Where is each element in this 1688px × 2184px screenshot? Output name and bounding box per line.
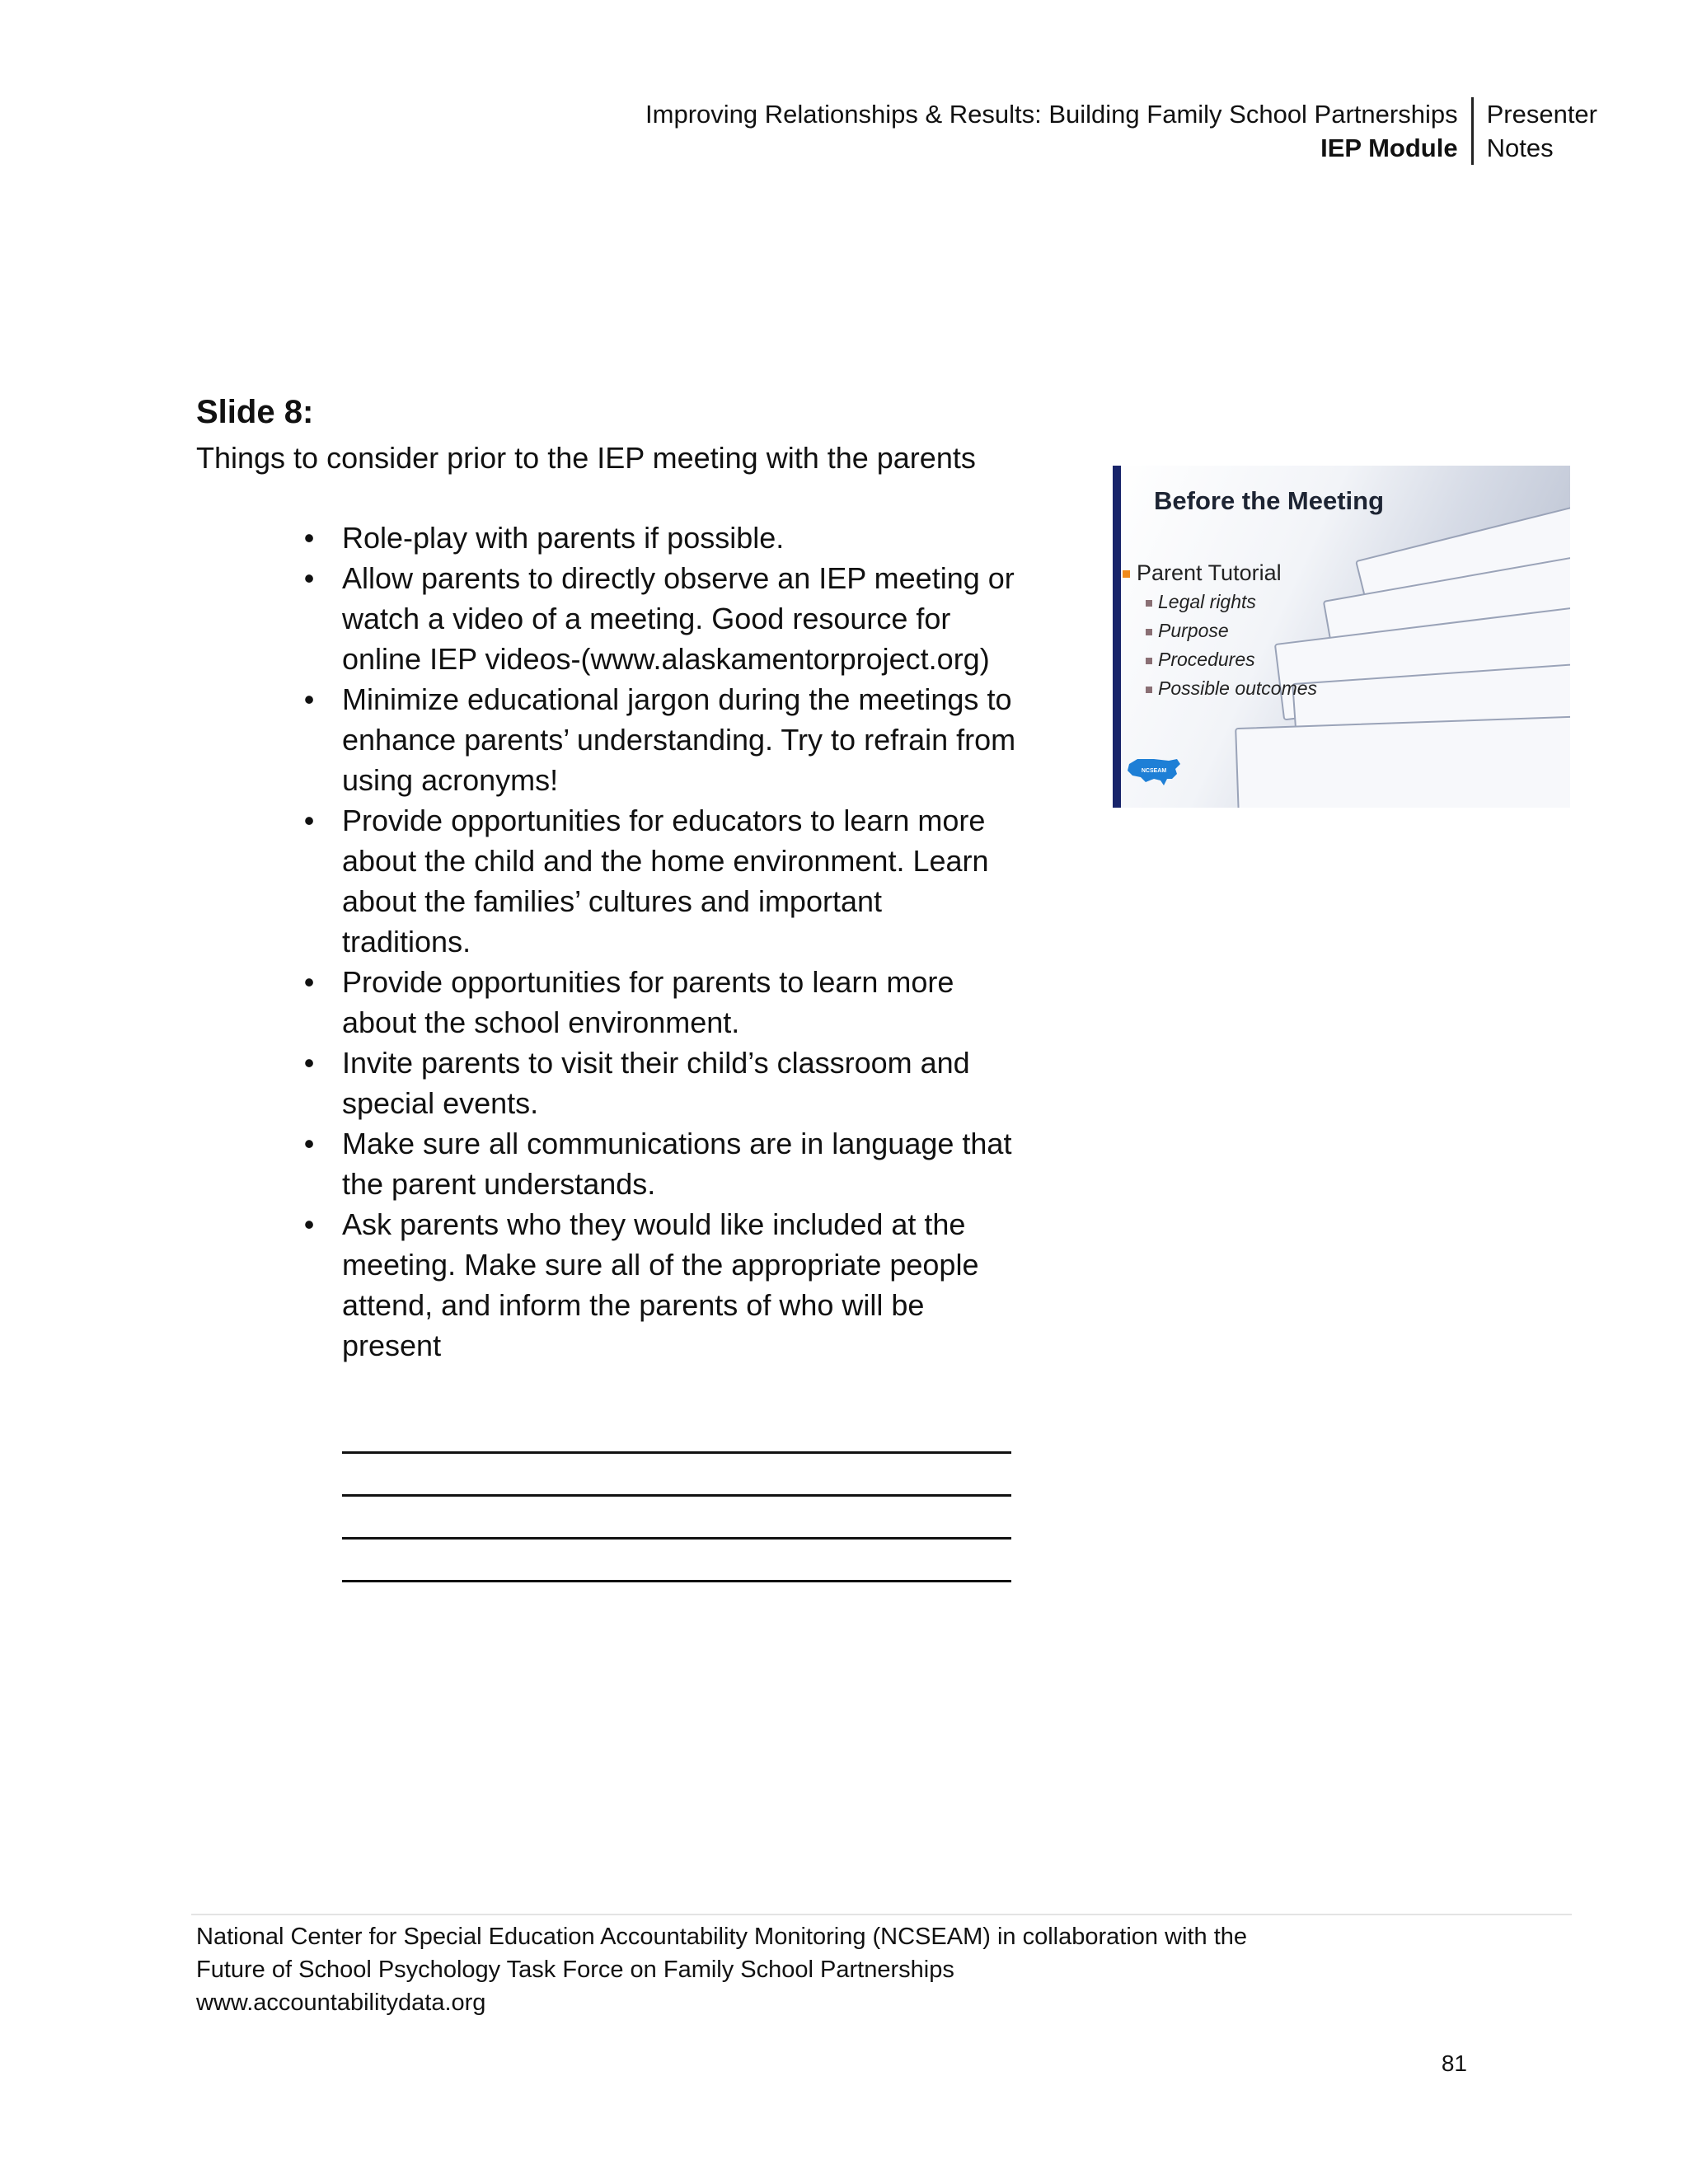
- notes-line[interactable]: [342, 1454, 1011, 1497]
- square-bullet-icon: [1146, 629, 1152, 635]
- bullet-item: [293, 679, 1018, 800]
- slide-thumbnail-sub-text: Possible outcomes: [1158, 677, 1318, 699]
- bullet-dot: •: [303, 561, 315, 595]
- notes-lines: [342, 1411, 1011, 1582]
- square-bullet-icon: [1146, 600, 1152, 607]
- slide-thumbnail-sub-text: Legal rights: [1158, 591, 1256, 612]
- slide-thumbnail-sub-item: [1123, 616, 1317, 645]
- slide-thumbnail-main-text: Parent Tutorial: [1137, 560, 1282, 585]
- square-bullet-icon: [1146, 658, 1152, 664]
- bullet-text: Provide opportunities for parents to learn more about the school environment.: [342, 965, 954, 1039]
- bullet-text: Minimize educational jargon during the meetings to enhance parents’ understanding. Try to refrain from using acronyms!: [342, 682, 1016, 797]
- slide-thumbnail-sub-item: [1123, 645, 1317, 674]
- header-label-presenter: Presenter: [1486, 100, 1597, 129]
- footer-website: www.accountabilitydata.org: [196, 1990, 486, 2016]
- bullet-text: Invite parents to visit their child’s classroom and special events.: [342, 1046, 970, 1120]
- slide-thumbnail-sub-text: Procedures: [1158, 649, 1255, 670]
- bullet-item: [293, 1123, 1018, 1204]
- bullet-dot: •: [303, 1207, 315, 1241]
- footer-line: Future of School Psychology Task Force on Family School Partnerships: [196, 1957, 954, 1983]
- bullet-text: Ask parents who they would like included at the meeting. Make sure all of the appropriate people attend, and inform the parents of who will be present: [342, 1207, 979, 1362]
- bullet-item: [293, 558, 1018, 679]
- slide-thumbnail: [1113, 466, 1570, 808]
- slide-title: Slide 8:: [196, 394, 314, 430]
- header-label-notes: Notes: [1486, 134, 1554, 162]
- footer-line: National Center for Special Education Accountability Monitoring (NCSEAM) in collaboration with the: [196, 1924, 1248, 1950]
- slide-thumbnail-title: Before the Meeting: [1154, 486, 1385, 515]
- notes-line[interactable]: [342, 1497, 1011, 1540]
- bullet-dot: •: [303, 1046, 315, 1080]
- svg-text:NCSEAM: NCSEAM: [1141, 768, 1167, 774]
- bullet-text: Allow parents to directly observe an IEP meeting or watch a video of a meeting. Good resource for online IEP videos-(www.alaskamentorproject.org): [342, 561, 1015, 676]
- slide-thumbnail-sub-item: [1123, 674, 1317, 703]
- bullet-dot: •: [303, 804, 315, 837]
- notes-line[interactable]: [342, 1540, 1011, 1582]
- bullet-item: [293, 518, 1018, 558]
- square-bullet-icon: [1146, 687, 1152, 693]
- bullet-dot: •: [303, 1127, 315, 1160]
- bullet-dot: •: [303, 965, 315, 999]
- bullet-dot: •: [303, 682, 315, 716]
- slide-thumbnail-sub-item: [1123, 588, 1317, 616]
- bullet-text: Make sure all communications are in language that the parent understands.: [342, 1127, 1012, 1201]
- square-bullet-icon: [1123, 570, 1130, 578]
- bullet-dot: •: [303, 521, 315, 555]
- page-footer: [196, 1920, 1247, 2019]
- slide-thumbnail-sub-text: Purpose: [1158, 620, 1229, 641]
- footer-rule: [191, 1914, 1572, 1915]
- bullet-text: Role-play with parents if possible.: [342, 521, 785, 555]
- notes-line[interactable]: [342, 1411, 1011, 1454]
- slide-thumbnail-list: [1123, 558, 1317, 703]
- bullet-list: [293, 518, 1018, 1366]
- slide-thumbnail-main-item: [1123, 558, 1317, 588]
- bullet-item: [293, 1043, 1018, 1123]
- bullet-item: [293, 1204, 1018, 1366]
- header-title: Improving Relationships & Results: Building Family School Partnerships: [645, 100, 1458, 129]
- header-label-block: [1474, 97, 1597, 165]
- header-title-block: [645, 97, 1471, 165]
- bullet-item: [293, 962, 1018, 1043]
- bullet-item: [293, 800, 1018, 962]
- header-module: IEP Module: [1320, 134, 1458, 162]
- page-header: [645, 97, 1597, 165]
- page-number: 81: [1441, 2050, 1467, 2076]
- bullet-text: Provide opportunities for educators to learn more about the child and the home environment. Learn about the families’ cultures and important traditions.: [342, 804, 989, 958]
- ncseam-usa-map-logo: [1126, 754, 1184, 789]
- paper-stack-sheet: [1235, 715, 1570, 808]
- slide-intro: Things to consider prior to the IEP meeting with the parents: [196, 441, 976, 475]
- slide-accent-bar: [1113, 466, 1121, 808]
